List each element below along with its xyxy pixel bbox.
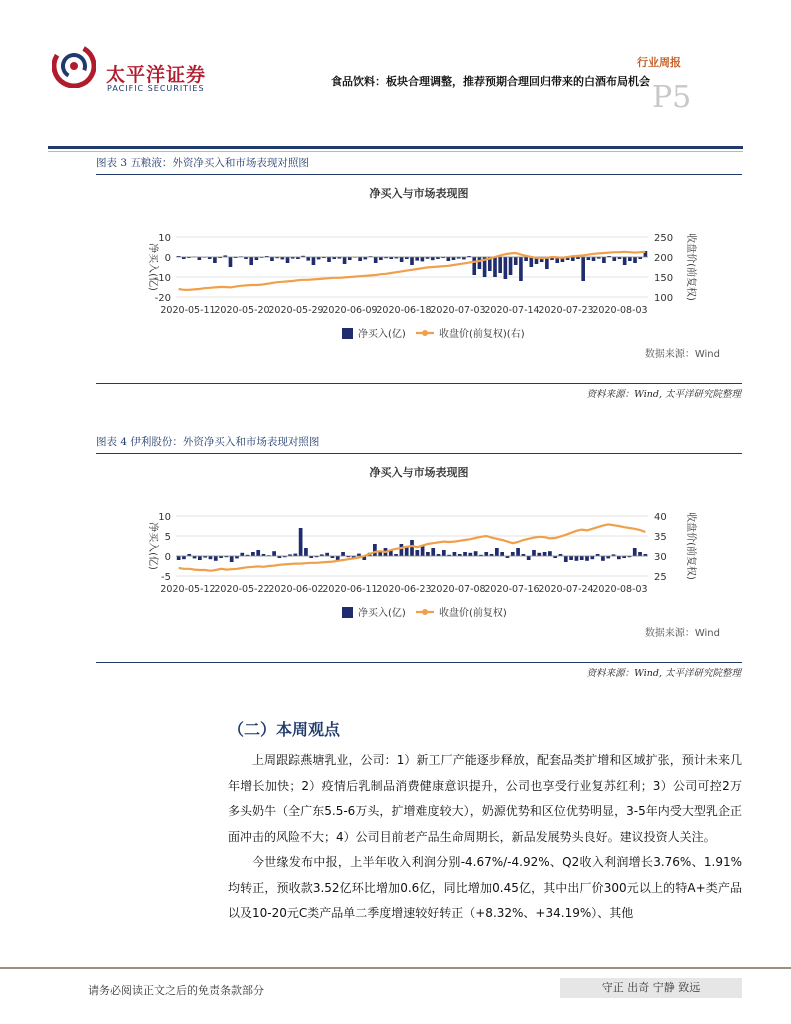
figure-4-caption: 图表 4 伊利股份：外资净买入和市场表现对照图 [96,434,742,454]
body-text [228,748,742,927]
left-tick-label: 5 [164,532,171,543]
page-number: P5 [652,80,692,115]
net-buy-bar [581,257,585,281]
chart-data-source: 数据来源：Wind [644,628,720,639]
net-buy-bar [400,544,404,556]
paragraph-2: 今世缘发布中报，上半年收入利润分别-4.67%/-4.92%、Q2收入利润增长3.76%、1.91%均转正，预收款3.52亿环比增加0.6亿，同比增加0.45亿，其中出厂价300元以上的特A+类产品以及10-20元C类产品单二季度增速较好转正（+8.32%、+34.19%）、其他 [228,855,742,920]
net-buy-bar [575,556,579,561]
x-tick-label: 2020-05-29 [268,305,324,316]
legend-bar-label: 净买入(亿) [358,329,406,340]
figure-3-chart [96,175,742,384]
net-buy-bar [633,548,637,556]
right-tick-label: 30 [654,552,667,563]
legend-bar-swatch [342,328,353,339]
x-tick-label: 2020-06-02 [268,584,324,595]
net-buy-bar [543,552,547,556]
net-buy-bar [527,556,531,560]
net-buy-bar [255,257,259,260]
net-buy-bar [415,550,419,556]
legend-line-label: 收盘价(前复权) [439,608,507,619]
net-buy-bar [453,552,457,556]
left-tick-label: -5 [161,572,171,583]
figure-4-chart [96,454,742,663]
net-buy-bar [495,548,499,556]
net-buy-bar [504,257,508,279]
legend-bar-label: 净买入(亿) [358,608,406,619]
net-buy-bar [177,556,181,560]
x-tick-label: 2020-06-23 [376,584,432,595]
net-buy-bar [478,257,482,269]
right-tick-label: 200 [654,253,674,264]
net-buy-bar [564,556,568,562]
chart-data-source: 数据来源：Wind [644,349,720,360]
net-buy-bar [446,257,450,261]
left-tick-label: 0 [164,253,171,264]
left-axis-title: 净买入(亿) [147,243,158,291]
net-buy-bar [230,556,234,562]
net-buy-bar [327,257,331,262]
figure-3-caption: 图表 3 五粮液：外资净买入和市场表现对照图 [96,155,742,175]
footer-divider [0,967,791,969]
legend-bar-swatch [342,607,353,618]
left-tick-label: -20 [154,293,171,304]
net-buy-bar [516,548,520,556]
net-buy-bar [415,257,419,261]
net-buy-bar [343,257,347,264]
figure-3-source: 资料来源：Wind, 太平洋研究院整理 [586,389,741,400]
net-buy-bar [426,552,430,556]
net-buy-bar [431,257,435,260]
net-buy-bar [529,257,533,267]
right-tick-label: 40 [654,512,667,523]
x-tick-label: 2020-05-22 [214,584,270,595]
net-buy-bar [209,556,213,559]
x-tick-label: 2020-07-23 [538,305,594,316]
left-tick-label: -10 [154,273,171,284]
net-buy-bar [272,551,276,556]
right-tick-label: 35 [654,532,667,543]
net-buy-bar [628,257,632,261]
net-buy-bar [410,257,414,265]
right-tick-label: 250 [654,233,674,244]
net-buy-bar [569,556,573,560]
net-buy-bar [623,257,627,265]
net-buy-bar [182,556,186,559]
net-buy-bar [452,257,456,260]
figure-3-svg [96,175,742,383]
right-tick-label: 25 [654,572,667,583]
net-buy-bar [638,552,642,556]
net-buy-bar [500,552,504,556]
net-buy-bar [463,552,467,556]
net-buy-bar [348,257,352,260]
footer-motto: 守正 出奇 宁静 致远 [560,978,742,998]
net-buy-bar [602,257,606,263]
company-name-en: PACIFIC SECURITIES [107,84,205,93]
net-buy-bar [214,556,218,561]
x-tick-label: 2020-06-11 [322,584,378,595]
section-title: （二）本周观点 [228,720,341,739]
x-tick-label: 2020-06-18 [376,305,432,316]
company-logo-icon [52,44,96,88]
report-type: 行业周报 [637,56,681,69]
net-buy-bar [617,556,621,559]
right-axis-title: 收盘价(前复权) [685,512,696,580]
net-buy-bar [590,556,594,559]
net-buy-bar [612,257,616,261]
x-tick-label: 2020-07-24 [538,584,594,595]
net-buy-bar [524,257,528,261]
net-buy-bar [374,257,378,263]
net-buy-bar [442,550,446,556]
right-axis-title: 收盘价(前复权) [685,233,696,301]
net-buy-bar [537,553,541,556]
net-buy-bar [358,257,362,261]
report-title: 食品饮料：板块合理调整，推荐预期合理回归带来的白酒布局机会 [331,75,650,88]
x-tick-label: 2020-07-16 [484,584,540,595]
net-buy-bar [198,257,202,260]
net-buy-bar [498,257,502,273]
net-buy-bar [472,257,476,275]
figure-4-source: 资料来源：Wind, 太平洋研究院整理 [586,668,741,679]
header-divider-thin [48,151,743,152]
left-axis-title: 净买入(亿) [147,522,158,570]
net-buy-bar [379,257,383,260]
net-buy-bar [341,552,345,556]
net-buy-bar [373,544,377,556]
x-tick-label: 2020-07-14 [484,305,540,316]
x-tick-label: 2020-05-12 [160,584,216,595]
net-buy-bar [484,552,488,556]
net-buy-bar [548,551,552,556]
company-name-cn: 太平洋证券 [106,64,207,86]
net-buy-bar [431,548,435,556]
net-buy-bar [421,257,425,261]
net-buy-bar [509,257,513,275]
net-buy-bar [270,257,274,261]
x-tick-label: 2020-05-20 [214,305,270,316]
net-buy-bar [325,553,329,556]
x-tick-label: 2020-06-09 [322,305,378,316]
legend-line-marker [422,330,428,336]
net-buy-bar [286,257,290,263]
net-buy-bar [519,257,523,281]
x-tick-label: 2020-05-11 [160,305,216,316]
net-buy-bar [198,556,202,560]
x-tick-label: 2020-08-03 [592,584,648,595]
x-tick-label: 2020-07-08 [430,584,486,595]
net-buy-bar [571,257,575,261]
figure-4-svg [96,454,742,662]
net-buy-bar [400,257,404,262]
net-buy-bar [213,257,217,263]
x-tick-label: 2020-07-03 [430,305,486,316]
net-buy-bar [249,257,253,265]
net-buy-bar [532,550,536,556]
header-divider [48,146,743,149]
net-buy-bar [421,546,425,556]
net-buy-bar [592,257,596,261]
net-buy-bar [493,257,497,277]
net-buy-bar [336,556,340,560]
net-buy-bar [312,257,316,265]
right-tick-label: 100 [654,293,674,304]
chart-title: 净买入与市场表现图 [369,187,469,200]
net-buy-bar [229,257,233,267]
net-buy-bar [587,257,591,260]
net-buy-bar [514,257,518,265]
paragraph-1: 上周跟踪燕塘乳业，公司：1）新工厂产能逐步释放，配套品类扩增和区域扩张，预计未来几年增长加快；2）疫情后乳制品消费健康意识提升，公司也享受行业复苏红利；3）公司可控2万多头奶牛（全广东5.5-6万头，扩增难度较大），奶源优势和区位优势明显，3-5年内受大型乳企正面冲击的风险不大；4）公司目前老产品生命周期长，新品发展势头良好。建议投资人关注。 [228,753,742,844]
net-buy-bar [256,550,260,556]
net-buy-bar [511,552,515,556]
legend-line-marker [422,609,428,615]
left-tick-label: 10 [158,512,171,523]
net-buy-bar [601,556,605,561]
net-buy-bar [585,556,589,561]
net-buy-bar [580,556,584,560]
net-buy-bar [299,528,303,556]
net-buy-bar [251,552,255,556]
left-tick-label: 10 [158,233,171,244]
x-tick-label: 2020-08-03 [592,305,648,316]
net-buy-bar [240,553,244,556]
right-tick-label: 150 [654,273,674,284]
net-buy-bar [306,257,310,261]
net-buy-bar [468,553,472,556]
chart-title: 净买入与市场表现图 [369,466,469,479]
left-tick-label: 0 [164,552,171,563]
legend-line-label: 收盘价(前复权)(右) [439,329,525,340]
net-buy-bar [410,540,414,556]
net-buy-bar [633,257,637,263]
net-buy-bar [378,552,382,556]
net-buy-bar [304,548,308,556]
footer-disclaimer: 请务必阅读正文之后的免责条款部分 [88,984,264,997]
net-buy-bar [474,551,478,556]
